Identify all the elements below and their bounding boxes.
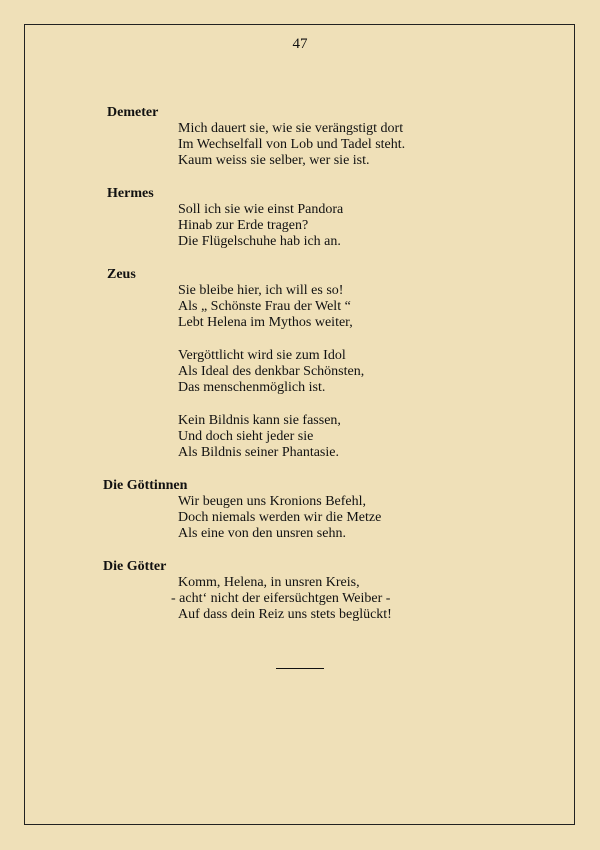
page-number: 47 bbox=[292, 36, 308, 52]
verse-line: Im Wechselfall von Lob und Tadel steht. bbox=[178, 137, 406, 152]
speaker-die-goettinnen: Die Göttinnen bbox=[103, 478, 188, 493]
verse-line: Kein Bildnis kann sie fassen, bbox=[178, 413, 341, 428]
closing-rule bbox=[276, 668, 324, 669]
verse-line: - acht‘ nicht der eifersüchtgen Weiber - bbox=[171, 591, 391, 606]
speaker-die-goetter: Die Götter bbox=[103, 559, 167, 574]
verse-line: Als Ideal des denkbar Schönsten, bbox=[178, 364, 365, 379]
verse-line: Mich dauert sie, wie sie verängstigt dort bbox=[178, 121, 404, 136]
verse-line: Als eine von den unsren sehn. bbox=[178, 526, 346, 541]
verse-line: Soll ich sie wie einst Pandora bbox=[178, 202, 344, 217]
verse-line: Und doch sieht jeder sie bbox=[178, 429, 314, 444]
verse-line: Das menschenmöglich ist. bbox=[178, 380, 326, 395]
speaker-hermes: Hermes bbox=[107, 186, 154, 201]
verse-line: Wir beugen uns Kronions Befehl, bbox=[178, 494, 367, 509]
speaker-demeter: Demeter bbox=[107, 105, 159, 120]
speaker-zeus: Zeus bbox=[107, 267, 136, 282]
verse-line: Kaum weiss sie selber, wer sie ist. bbox=[178, 153, 370, 168]
verse-line: Als „ Schönste Frau der Welt “ bbox=[178, 299, 351, 314]
verse-line: Lebt Helena im Mythos weiter, bbox=[178, 315, 353, 330]
verse-line: Vergöttlicht wird sie zum Idol bbox=[178, 348, 346, 363]
verse-line: Auf dass dein Reiz uns stets beglückt! bbox=[178, 607, 392, 622]
verse-line: Doch niemals werden wir die Metze bbox=[178, 510, 382, 525]
verse-line: Hinab zur Erde tragen? bbox=[178, 218, 309, 233]
verse-line: Komm, Helena, in unsren Kreis, bbox=[178, 575, 360, 590]
verse-line: Die Flügelschuhe hab ich an. bbox=[178, 234, 341, 249]
verse-line: Als Bildnis seiner Phantasie. bbox=[178, 445, 339, 460]
verse-line: Sie bleibe hier, ich will es so! bbox=[178, 283, 344, 298]
